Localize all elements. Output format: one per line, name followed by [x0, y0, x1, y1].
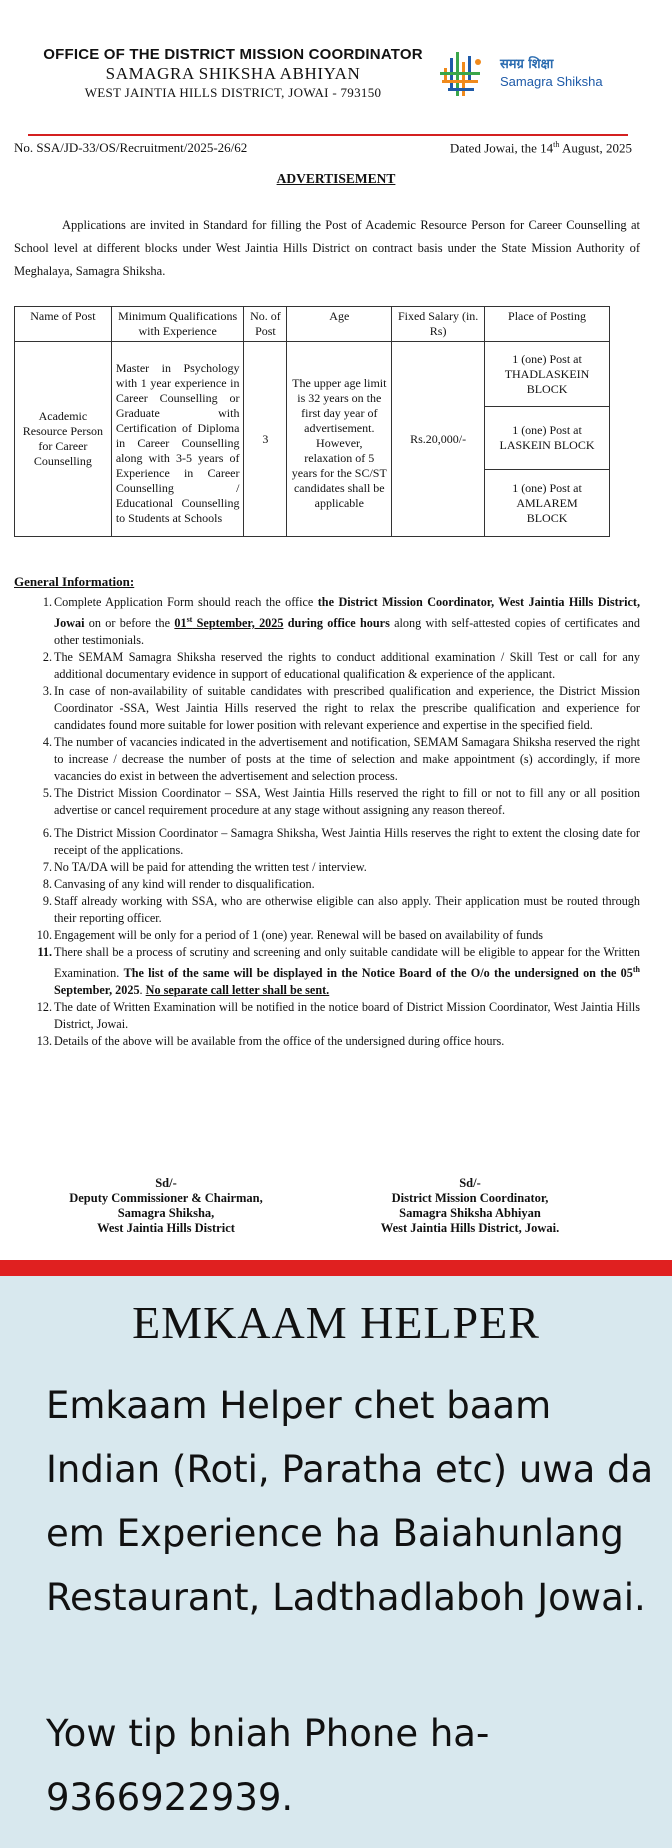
item-text: on or before the [84, 616, 175, 631]
th-salary: Fixed Salary (in. Rs) [392, 307, 485, 342]
list-item [12, 785, 640, 819]
date-suffix-sup: th [553, 140, 560, 149]
item-text: Engagement will be only for a period of 1 (one) year. Renewal will be based on availability of funds [54, 928, 544, 943]
item-bold-text: the District Mission Coordinator, West Jaintia Hills District, Jowai [54, 595, 640, 631]
item-text: The date of Written Examination will be notified in the notice board of District Mission Coordinator, West Jaintia Hills District, Jowai. [54, 1000, 640, 1032]
table-row [15, 342, 610, 407]
header-divider [28, 134, 628, 136]
item-number: 13. [36, 1034, 52, 1049]
reference-number: No. SSA/JD-33/OS/Recruitment/2025-26/62 [14, 140, 248, 155]
item-number: 7. [42, 860, 52, 875]
logo-mark-icon [438, 48, 496, 106]
signature-sd: Sd/- [459, 1176, 481, 1190]
list-item [12, 649, 640, 683]
item-text: along with self-attested copies of certificates and other testimonials. [54, 616, 640, 648]
item-number: 6. [42, 826, 52, 841]
item-text: In case of non-availability of suitable candidates with prescribed qualification and experience, the District Mission Coordinator -SSA, West Jaintia Hills reserved the right to relax the prescribe qualification and experience for candidates found more suitable for lower position with relevant experience and expertise in the specified field. [54, 684, 640, 733]
th-name-of-post: Name of Post [15, 307, 112, 342]
signatory-district: West Jaintia Hills District [97, 1221, 235, 1235]
item-number: 5. [42, 786, 52, 801]
date-prefix: Dated Jowai, the 14 [449, 140, 554, 156]
cell-salary: Rs.20,000/- [392, 342, 485, 537]
logo-english-text: Samagra Shiksha [500, 74, 603, 89]
organisation-name: SAMAGRA SHIKSHA ABHIYAN [105, 64, 361, 83]
signature-left [36, 1176, 296, 1236]
deadline-month: September, 2025 [192, 616, 284, 631]
signature-sd: Sd/- [155, 1176, 177, 1190]
th-no-of-post: No. of Post [244, 307, 287, 342]
cell-post-name: Academic Resource Person for Career Counselling [15, 342, 112, 537]
item-text: Details of the above will be available from the office of the undersigned during office hours. [54, 1034, 505, 1049]
cell-posting-2: 1 (one) Post at LASKEIN BLOCK [485, 407, 610, 470]
item-number: 3. [42, 684, 52, 699]
letterhead [38, 46, 428, 101]
cell-posting-3: 1 (one) Post at AMLAREM BLOCK [485, 470, 610, 537]
item-text: The District Mission Coordinator – SSA, West Jaintia Hills reserved the right to fill or not to fill any or all position advertise or cancel requirement procedure at any stage without assigning any reason thereof. [54, 786, 640, 818]
list-item [12, 859, 640, 876]
item-text: . [139, 983, 146, 998]
list-item [12, 594, 640, 649]
samagra-shiksha-logo [438, 48, 638, 106]
ad-title: EMKAAM HELPER [132, 1297, 540, 1348]
item-number: 11. [37, 945, 52, 960]
item-number: 4. [42, 735, 52, 750]
list-item [12, 683, 640, 734]
list-item [12, 893, 640, 927]
cell-posting-1: 1 (one) Post at THADLASKEIN BLOCK [485, 342, 610, 407]
cell-no-of-post: 3 [244, 342, 287, 537]
cell-age: The upper age limit is 32 years on the first day year of advertisement. However, relaxation of 5 years for the SC/ST candidates shall be applicable [287, 342, 392, 537]
ad-body: Emkaam Helper chet baam Indian (Roti, Paratha etc) uwa da em Experience ha Baiahunlang Restaurant, Ladthadlaboh Jowai. [46, 1384, 654, 1619]
item-number: 9. [42, 894, 52, 909]
date-month-year: August, 2025 [559, 140, 632, 156]
signatory-designation: District Mission Coordinator, [391, 1191, 549, 1205]
deadline-date [174, 616, 283, 630]
ad-contact: Yow tip bniah Phone ha-9366922939. [46, 1712, 490, 1819]
item-text: The number of vacancies indicated in the advertisement and notification, SEMAM Samagara Shiksha reserved the right to increase / decrease the number of posts at the time of selection and make appointment (s) accordingly, if more vacancies do exist in between the advertisement and selection process. [54, 735, 640, 784]
logo-hindi-text: समग्र शिक्षा [500, 57, 554, 72]
item-text: Canvasing of any kind will render to disqualification. [54, 877, 315, 892]
document-title: ADVERTISEMENT [276, 171, 396, 186]
intro-paragraph: Applications are invited in Standard for filling the Post of Academic Resource Person for Career Counselling at School level at different blocks under West Jaintia Hills District on contract basis under the State Mission Authority of Meghalaya, Samagra Shiksha. [14, 218, 640, 278]
signatory-designation: Deputy Commissioner & Chairman, [69, 1191, 263, 1205]
item-bold-text: during office hours [283, 616, 390, 631]
list-item [12, 999, 640, 1033]
item-text: No TA/DA will be paid for attending the written test / interview. [54, 860, 367, 875]
item-number: 10. [36, 928, 52, 943]
item-text: The District Mission Coordinator – Samagra Shiksha, West Jaintia Hills reserves the right to extent the closing date for receipt of the applications. [54, 826, 640, 858]
list-item [12, 734, 640, 785]
table-header-row [15, 307, 610, 342]
list-item [12, 1033, 640, 1050]
signatory-organisation: Samagra Shiksha, [117, 1206, 215, 1220]
list-item [12, 825, 640, 859]
date-line [450, 140, 632, 156]
office-address: WEST JAINTIA HILLS DISTRICT, JOWAI - 793150 [84, 85, 382, 100]
posts-table [14, 306, 610, 537]
signatory-district: West Jaintia Hills District, Jowai. [380, 1221, 560, 1235]
cell-qualification: Master in Psychology with 1 year experience in Career Counselling or Graduate with Certification of Diploma in Career Counselling along with 3-5 years of Experience in Career Counselling / Educational Counselling to Students at Schools [111, 342, 244, 537]
th-qualifications: Minimum Qualifications with Experience [111, 307, 244, 342]
item-text: Staff already working with SSA, who are otherwise eligible can also apply. Their application must be routed through their reporting officer. [54, 894, 640, 926]
item-text: The SEMAM Samagra Shiksha reserved the rights to conduct additional examination / Skill Test or call for any additional documentary evidence in support of educational qualification & experience of the applicant. [54, 650, 640, 682]
list-item [12, 927, 640, 944]
item-number: 12. [36, 1000, 52, 1015]
th-place-of-posting: Place of Posting [485, 307, 610, 342]
separator-red-bar [0, 1260, 672, 1276]
general-info-heading: General Information: [14, 574, 135, 589]
signature-right [340, 1176, 600, 1236]
item-number: 2. [42, 650, 52, 665]
office-title: OFFICE OF THE DISTRICT MISSION COORDINATOR [43, 46, 423, 63]
list-item [12, 876, 640, 893]
date-sup: th [632, 965, 640, 975]
item-text: There shall be a process of scrutiny and screening and only suitable candidate will be eligible to appear for the Written Examination. [54, 945, 640, 981]
deadline-sup: st [186, 615, 193, 624]
no-call-letter-note: No separate call letter shall be sent. [145, 983, 330, 998]
th-age: Age [287, 307, 392, 342]
item-number: 1. [42, 595, 52, 609]
notice-board-text: The list of the same will be displayed in the Notice Board of the O/o the undersigned on the 05 [123, 966, 633, 981]
item-text: Complete Application Form should reach the office [54, 595, 318, 609]
deadline-day: 01 [174, 616, 187, 631]
notice-date: September, 2025 [54, 983, 140, 998]
item-number: 8. [42, 877, 52, 892]
signatory-organisation: Samagra Shiksha Abhiyan [399, 1206, 541, 1220]
list-item [12, 944, 640, 999]
job-ad-banner [0, 1276, 672, 1848]
general-info-list [12, 594, 640, 1050]
